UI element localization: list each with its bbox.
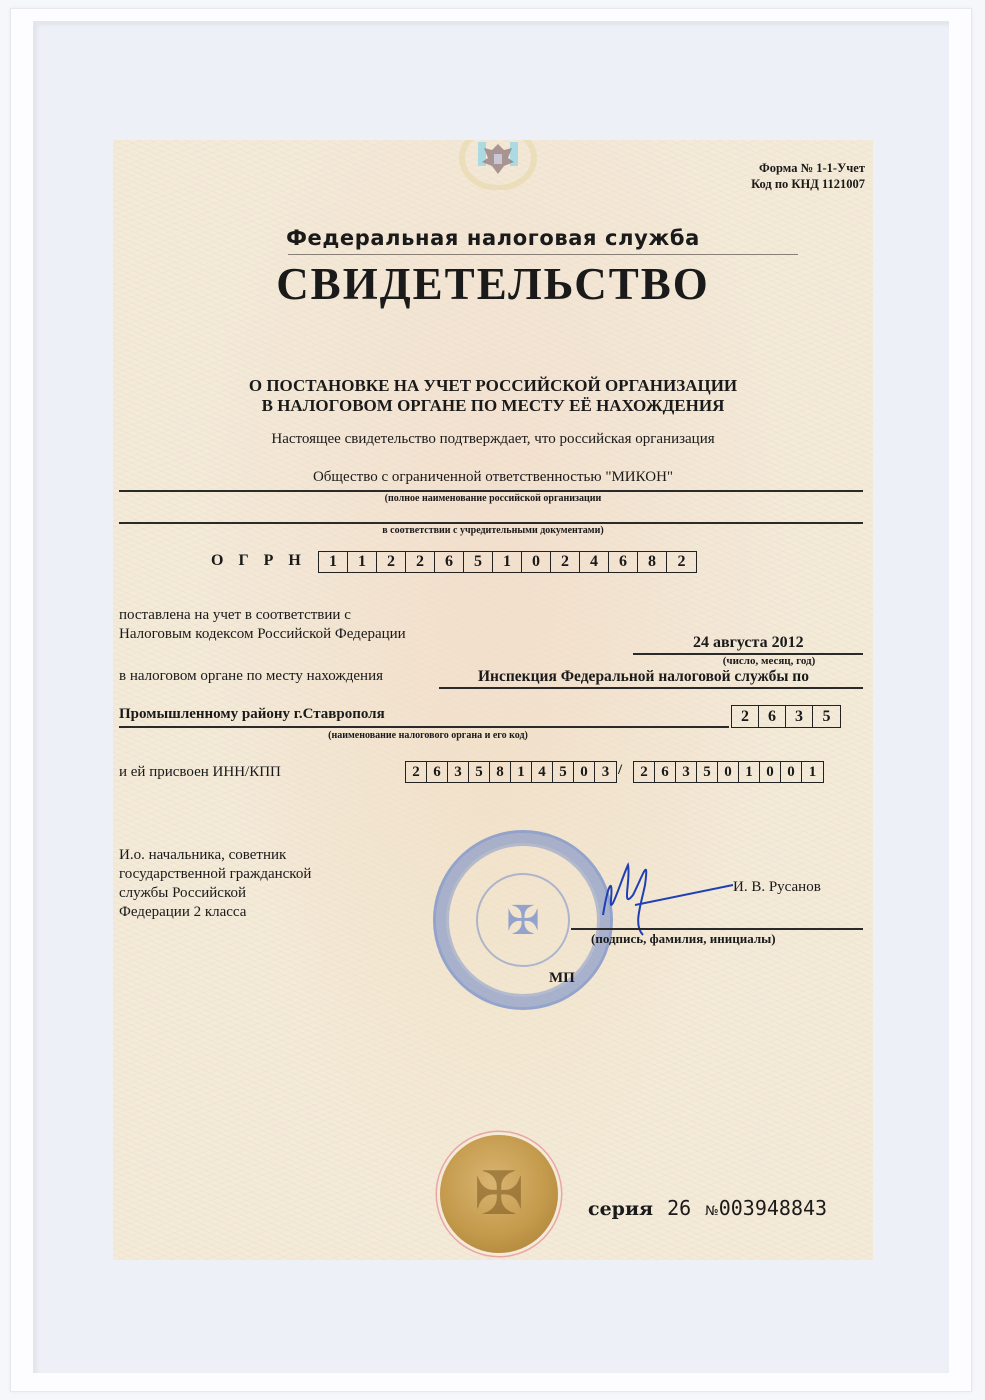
ogrn-digit: 1 bbox=[319, 552, 348, 572]
signer-position bbox=[119, 846, 311, 922]
registration-date: 24 августа 2012 bbox=[693, 634, 804, 651]
inn-kpp-label: и ей присвоен ИНН/КПП bbox=[119, 764, 281, 780]
code-digit: 2 bbox=[732, 706, 759, 727]
ogrn-digit: 8 bbox=[638, 552, 667, 572]
tax-office-code-boxes bbox=[731, 705, 841, 728]
tax-office-caption: (наименование налогового органа и его код) bbox=[328, 730, 528, 741]
ogrn-digit: 2 bbox=[377, 552, 406, 572]
inn-digit: 3 bbox=[601, 764, 610, 780]
ogrn-digit: 6 bbox=[609, 552, 638, 572]
signer-name: И. В. Русанов bbox=[733, 879, 821, 895]
form-number: Форма № 1-1-Учет bbox=[759, 161, 865, 175]
code-digit: 6 bbox=[759, 706, 786, 727]
stamp-eagle-icon: ✠ bbox=[476, 873, 570, 967]
coat-of-arms-icon bbox=[458, 140, 538, 190]
subtitle-line-2: В НАЛОГОВОМ ОРГАНЕ ПО МЕСТУ ЕЁ НАХОЖДЕНИЯ bbox=[261, 396, 725, 415]
inn-digit: 4 bbox=[532, 762, 553, 782]
org-name-underline-2 bbox=[119, 522, 863, 524]
tax-office-name-1: Инспекция Федеральной налоговой службы по bbox=[478, 668, 809, 685]
tax-office-name-2: Промышленному району г.Ставрополя bbox=[119, 706, 385, 722]
gold-seal-icon: ✠ bbox=[440, 1135, 558, 1253]
kpp-digit: 2 bbox=[634, 762, 655, 782]
inn-digit: 1 bbox=[511, 762, 532, 782]
org-caption-1: (полное наименование российской организации bbox=[384, 493, 602, 504]
kpp-digit: 1 bbox=[808, 764, 817, 780]
kpp-digit: 5 bbox=[697, 762, 718, 782]
kpp-digit: 6 bbox=[655, 762, 676, 782]
kpp-digit-boxes bbox=[633, 761, 824, 783]
ogrn-digit: 2 bbox=[406, 552, 435, 572]
stamp-place-label: МП bbox=[549, 970, 575, 986]
inn-digit-boxes bbox=[405, 761, 617, 783]
document-number bbox=[705, 1196, 827, 1221]
serial-number-block bbox=[588, 1196, 827, 1221]
signature-underline bbox=[571, 928, 863, 930]
kpp-digit: 1 bbox=[739, 762, 760, 782]
inn-digit: 8 bbox=[490, 762, 511, 782]
signer-position-line: И.о. начальника, советник bbox=[119, 847, 287, 863]
inn-digit: 0 bbox=[574, 762, 595, 782]
inn-digit: 5 bbox=[553, 762, 574, 782]
subtitle-line-1: О ПОСТАНОВКЕ НА УЧЕТ РОССИЙСКОЙ ОРГАНИЗАЦИИ bbox=[248, 376, 738, 395]
ogrn-digit: 4 bbox=[580, 552, 609, 572]
ogrn-digit-boxes bbox=[318, 551, 697, 573]
inn-kpp-separator: / bbox=[618, 762, 623, 778]
inn-digit: 5 bbox=[469, 762, 490, 782]
document-subtitle bbox=[113, 376, 873, 416]
signer-position-line: государственной гражданской bbox=[119, 866, 312, 882]
district-underline bbox=[119, 726, 729, 728]
series-value: 26 bbox=[667, 1196, 692, 1220]
organization-name: Общество с ограниченной ответственностью "МИКОН" bbox=[312, 469, 674, 485]
kpp-digit: 3 bbox=[676, 762, 697, 782]
code-digit: 5 bbox=[822, 708, 831, 725]
number-value: 003948843 bbox=[718, 1196, 828, 1220]
intro-text: Настоящее свидетельство подтверждает, что российская организация bbox=[271, 431, 715, 447]
series-label: серия bbox=[588, 1198, 654, 1220]
inn-digit: 3 bbox=[448, 762, 469, 782]
org-name-underline bbox=[119, 490, 863, 492]
title-divider bbox=[288, 254, 798, 255]
ogrn-digit: 1 bbox=[348, 552, 377, 572]
ogrn-digit: 2 bbox=[677, 553, 686, 570]
number-sign: № bbox=[705, 1204, 719, 1219]
certificate-document bbox=[113, 140, 873, 1260]
signer-position-line: службы Российской bbox=[119, 885, 246, 901]
registered-line-2: Налоговым кодексом Российской Федерации bbox=[119, 626, 406, 642]
date-caption: (число, месяц, год) bbox=[722, 655, 816, 667]
tax-office-underline bbox=[439, 687, 863, 689]
tax-office-label: в налоговом органе по месту нахождения bbox=[119, 668, 384, 684]
inn-digit: 2 bbox=[406, 762, 427, 782]
ogrn-digit: 1 bbox=[493, 552, 522, 572]
document-title: СВИДЕТЕЛЬСТВО bbox=[276, 259, 710, 309]
ogrn-label: ОГРН bbox=[211, 552, 316, 569]
signature-scribble-icon bbox=[583, 845, 743, 945]
inn-digit: 6 bbox=[427, 762, 448, 782]
form-code-block bbox=[751, 160, 865, 192]
signer-position-line: Федерации 2 класса bbox=[119, 904, 247, 920]
kpp-digit: 0 bbox=[760, 762, 781, 782]
registered-line-1: поставлена на учет в соответствии с bbox=[119, 607, 351, 623]
org-caption-2: в соответствии с учредительными документами) bbox=[382, 525, 604, 536]
knd-code: Код по КНД 1121007 bbox=[751, 177, 865, 191]
ogrn-digit: 6 bbox=[435, 552, 464, 572]
ogrn-digit: 2 bbox=[551, 552, 580, 572]
kpp-digit: 0 bbox=[718, 762, 739, 782]
kpp-digit: 0 bbox=[781, 762, 802, 782]
agency-name: Федеральная налоговая служба bbox=[286, 226, 700, 250]
ogrn-digit: 0 bbox=[522, 552, 551, 572]
signature-caption: (подпись, фамилия, инициалы) bbox=[591, 931, 776, 946]
ogrn-digit: 5 bbox=[464, 552, 493, 572]
code-digit: 3 bbox=[786, 706, 813, 727]
